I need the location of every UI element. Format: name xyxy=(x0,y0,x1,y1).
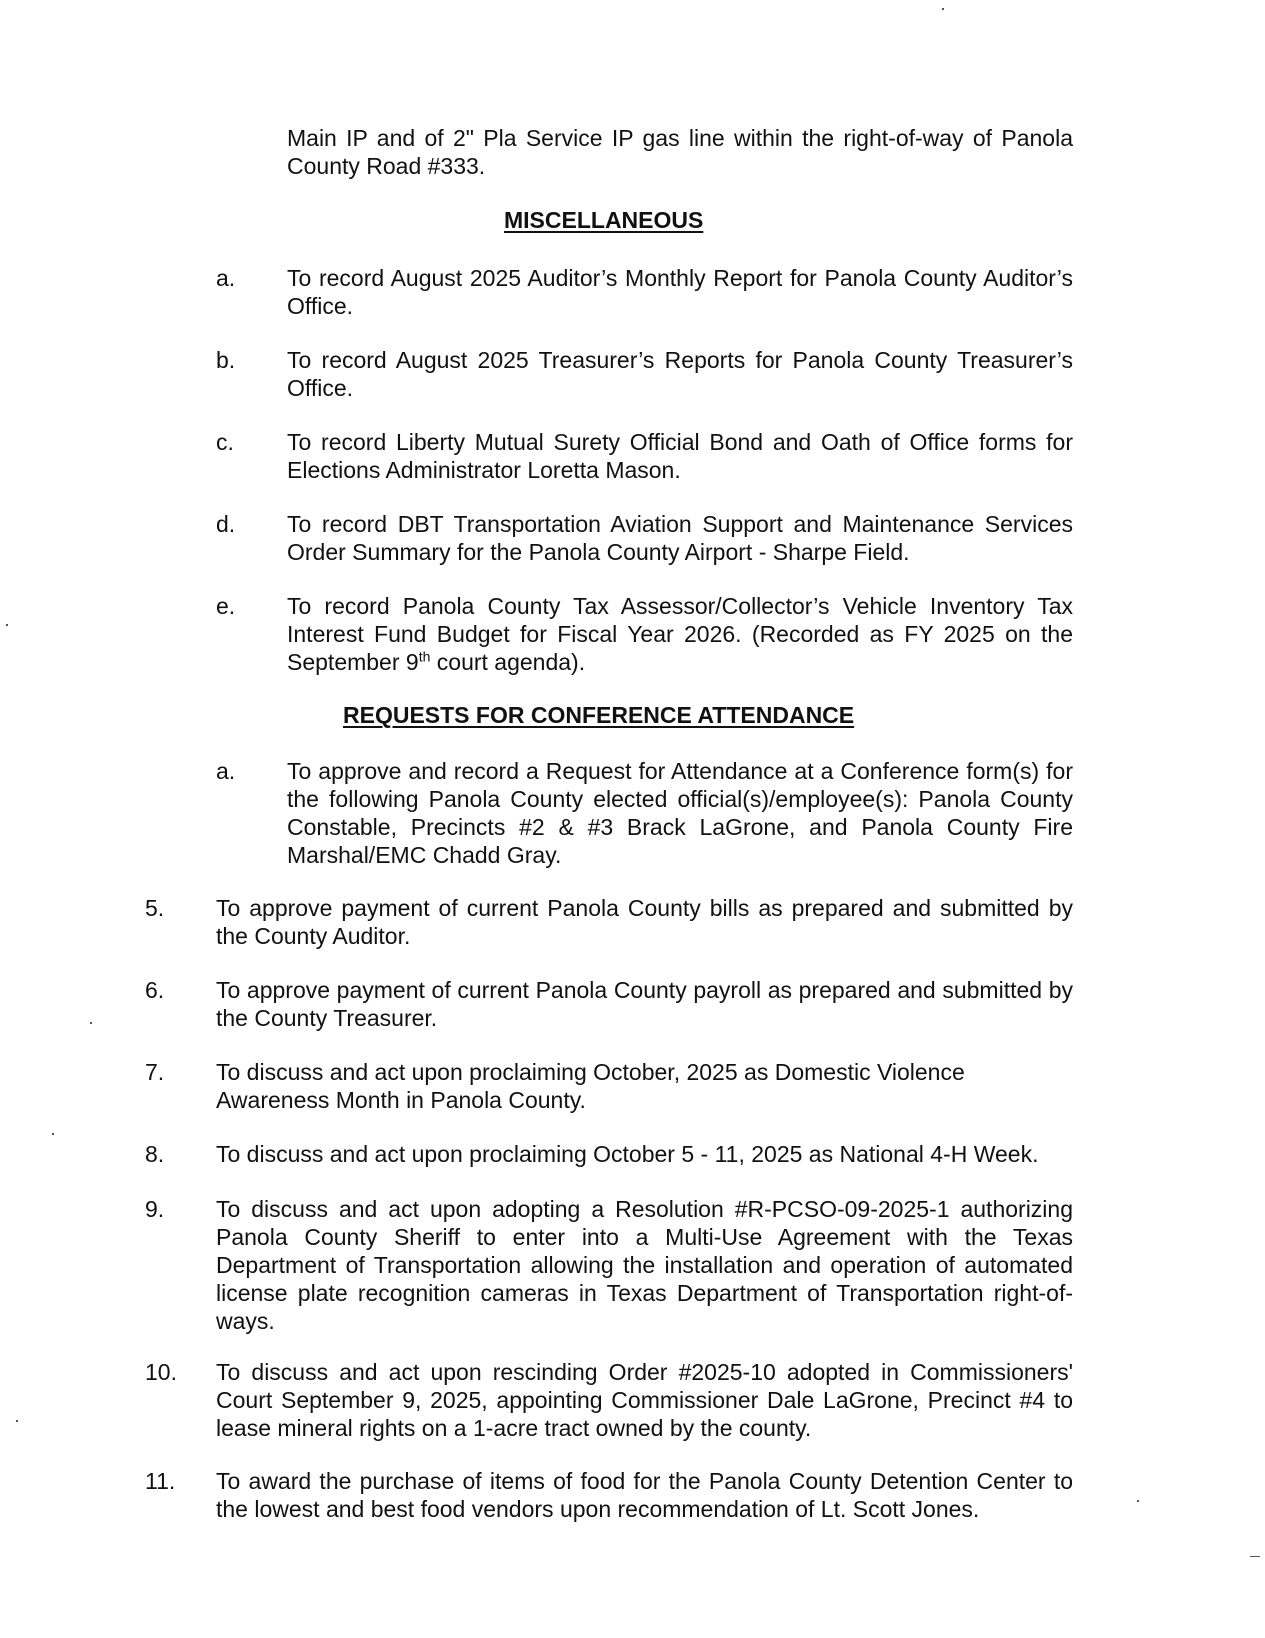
agenda-item-9-text: To discuss and act upon adopting a Resolution #R-PCSO-09-2025-1 authorizing Panola County Sheriff to enter into a Multi-Use Agreement with the Texas Department of Transportation allowing the installation and operation of automated license plate recognition cameras in Texas Department of Transportation right-of-ways. xyxy=(216,1196,1073,1334)
miscellaneous-heading: MISCELLANEOUS xyxy=(504,207,704,233)
misc-item-b-text: To record August 2025 Treasurer’s Reports for Panola County Treasurer’s Office. xyxy=(287,347,1073,401)
scan-speck xyxy=(1250,1556,1260,1557)
conference-item-a-text: To approve and record a Request for Attendance at a Conference form(s) for the following Panola County elected official(s)/employee(s): Panola County Constable, Precincts #2 & #3 Brack LaGrone, and Panola County Fire Marshal/EMC Chadd Gray. xyxy=(287,758,1073,868)
scan-speck xyxy=(52,1133,54,1135)
agenda-item-9-label: 9. xyxy=(145,1196,165,1222)
misc-item-d-label: d. xyxy=(216,511,236,537)
misc-item-e-text-main: To record Panola County Tax Assessor/Collector’s Vehicle Inventory Tax Interest Fund Budget for Fiscal Year 2026. (Recorded as FY 2025 on the September 9 xyxy=(287,593,1073,675)
agenda-item-7-label: 7. xyxy=(145,1059,165,1085)
agenda-item-8-label: 8. xyxy=(145,1141,165,1167)
agenda-item-8-text: To discuss and act upon proclaiming October 5 - 11, 2025 as National 4-H Week. xyxy=(216,1141,1039,1167)
agenda-item-5-text: To approve payment of current Panola County bills as prepared and submitted by the County Auditor. xyxy=(216,895,1073,949)
agenda-item-10-text: To discuss and act upon rescinding Order #2025-10 adopted in Commissioners' Court September 9, 2025, appointing Commissioner Dale LaGrone, Precinct #4 to lease mineral rights on a 1-acre tract owned by the county. xyxy=(216,1359,1073,1441)
misc-item-e-label: e. xyxy=(216,593,236,619)
agenda-item-11-text: To award the purchase of items of food for the Panola County Detention Center to the lowest and best food vendors upon recommendation of Lt. Scott Jones. xyxy=(216,1468,1073,1522)
misc-item-e-text xyxy=(287,592,1073,676)
conference-heading: REQUESTS FOR CONFERENCE ATTENDANCE xyxy=(343,702,855,728)
agenda-item-6-text: To approve payment of current Panola County payroll as prepared and submitted by the County Treasurer. xyxy=(216,977,1073,1031)
agenda-item-11-label: 11. xyxy=(145,1468,176,1494)
misc-item-a-label: a. xyxy=(216,265,236,291)
agenda-item-7-text: To discuss and act upon proclaiming October, 2025 as Domestic Violence Awareness Month in Panola County. xyxy=(216,1059,965,1113)
conference-item-a-label: a. xyxy=(216,758,236,784)
misc-item-e-superscript: th xyxy=(418,648,431,665)
misc-item-e-text-end: court agenda). xyxy=(430,649,586,675)
misc-item-b-label: b. xyxy=(216,347,236,373)
agenda-item-6-label: 6. xyxy=(145,977,165,1003)
agenda-item-10-label: 10. xyxy=(145,1359,177,1385)
scan-speck xyxy=(90,1022,92,1024)
misc-item-c-text: To record Liberty Mutual Surety Official Bond and Oath of Office forms for Elections Administrator Loretta Mason. xyxy=(287,429,1073,483)
scan-speck xyxy=(16,1420,18,1422)
misc-item-d-text: To record DBT Transportation Aviation Support and Maintenance Services Order Summary for the Panola County Airport - Sharpe Field. xyxy=(287,511,1073,565)
misc-item-c-label: c. xyxy=(216,429,234,455)
scan-speck xyxy=(942,8,944,10)
agenda-item-5-label: 5. xyxy=(145,895,165,921)
scan-speck xyxy=(6,624,8,626)
continuation-paragraph: Main IP and of 2" Pla Service IP gas line within the right-of-way of Panola County Road #333. xyxy=(287,125,1073,179)
scan-speck xyxy=(1137,1500,1139,1502)
misc-item-a-text: To record August 2025 Auditor’s Monthly Report for Panola County Auditor’s Office. xyxy=(287,265,1073,319)
